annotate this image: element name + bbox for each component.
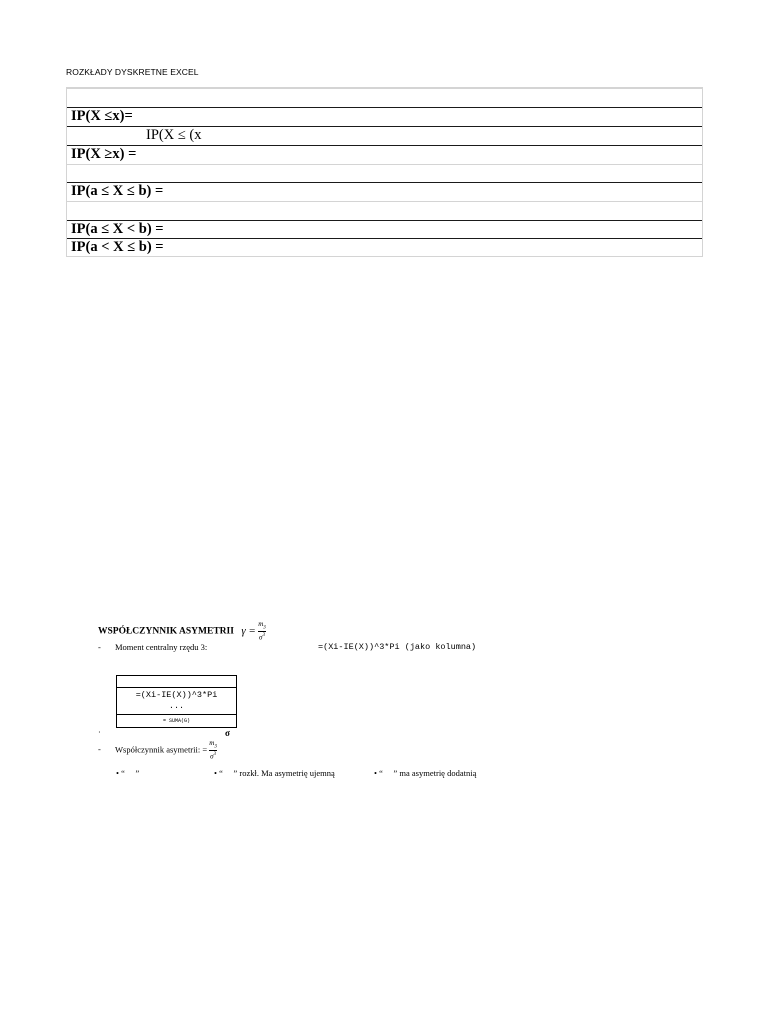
table-row-divider — [67, 107, 702, 108]
fraction-numerator: m — [258, 620, 264, 628]
fraction-denominator-superscript: 3 — [262, 633, 265, 639]
list-dash: - — [98, 642, 101, 652]
table-row-divider — [67, 201, 702, 202]
probability-table — [66, 87, 703, 257]
bullet-positive-skew: • “ ” ma asymetrię dodatnią — [374, 768, 477, 778]
probability-row-closed-interval: IP(a ≤ X ≤ b) = — [71, 183, 164, 199]
fraction-denominator: σ — [259, 633, 263, 642]
probability-row-ge: IP(X ≥x) = — [71, 146, 137, 162]
central-moment-label: Moment centralny rzędu 3: — [115, 642, 208, 652]
skewness-coefficient-label — [115, 740, 217, 761]
skewness-title: WSPÓŁCZYNNIK ASYMETRII — [98, 626, 234, 637]
box-divider — [117, 687, 236, 688]
excel-column-box — [116, 675, 237, 728]
bullet-negative-skew: • “ ” rozkł. Ma asymetrię ujemną — [214, 768, 335, 778]
table-row-divider — [67, 164, 702, 165]
skewness-heading — [98, 621, 266, 642]
list-dash: - — [98, 744, 101, 754]
skewness-coefficient-fraction — [209, 740, 217, 761]
central-moment-formula: =(Xi-IE(X))^3*Pi (jako kolumna) — [318, 642, 477, 652]
table-row-divider — [67, 88, 702, 89]
skewness-fraction — [258, 621, 266, 642]
list-dot: · — [98, 727, 101, 737]
bullet-symmetric: • “ ” — [116, 768, 140, 778]
fraction-denominator-superscript: 3 — [213, 752, 217, 758]
fraction-numerator-subscript: 3 — [214, 744, 217, 750]
probability-row-le-partial: IP(X ≤ (x — [146, 127, 202, 143]
probability-row-left-closed: IP(a ≤ X < b) = — [71, 221, 164, 237]
sigma-symbol: σ — [225, 728, 230, 738]
gamma-symbol: γ = — [241, 624, 256, 637]
box-formula-cell: =(Xi-IE(X))^3*Pi — [135, 690, 218, 700]
skewness-coefficient-text: Współczynnik asymetrii: = — [115, 744, 208, 755]
document-header: ROZKŁADY DYSKRETNE EXCEL — [66, 67, 199, 77]
box-ellipsis-cell: ... — [168, 701, 185, 711]
fraction-numerator-subscript: 3 — [263, 625, 266, 631]
probability-row-le: IP(X ≤x)= — [71, 108, 133, 124]
probability-row-right-closed: IP(a < X ≤ b) = — [71, 239, 164, 255]
box-sum-cell: = SUMA(G) — [162, 718, 190, 724]
table-row-divider — [67, 145, 702, 146]
fraction-numerator: m — [209, 739, 215, 747]
box-divider — [117, 714, 236, 715]
fraction-denominator: σ — [210, 752, 214, 761]
